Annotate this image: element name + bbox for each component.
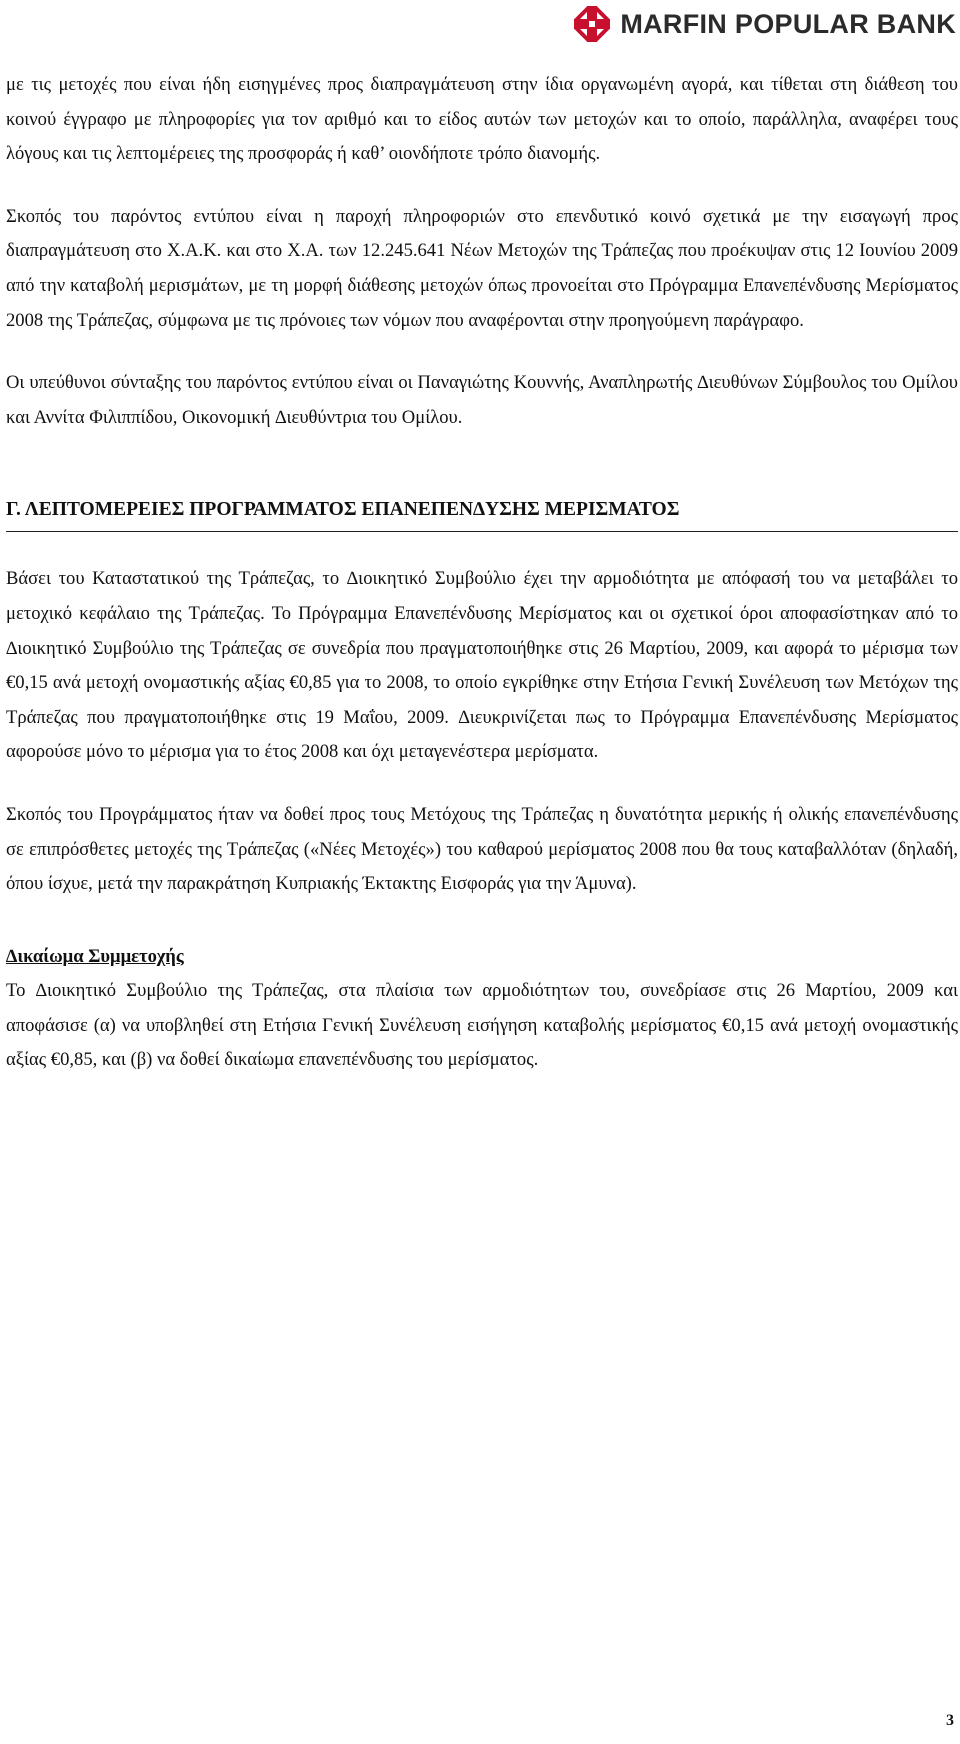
- subheading-participation-right: ∆ικαίωμα Συμμετοχής: [6, 945, 184, 967]
- paragraph-program-purpose: Σκοπός του Προγράμματος ήταν να δοθεί προς τους Μετόχους της Τράπεζας η δυνατότητα μερικής ή ολικής επανεπένδυσης σε επιπρόσθετες μετοχές της Τράπεζας («Νέες Μετοχές») του καθαρού μερίσματος 2008 που θα τους καταβαλλόταν (δηλαδή, όπου ίσχυε, μετά την παρακράτηση Κυπριακής Έκτακτης Εισφοράς για την Άμυνα).: [6, 803, 958, 895]
- paragraph-participation: Το ∆ιοικητικό Συμβούλιο της Τράπεζας, στα πλαίσια των αρμοδιότητων του, συνεδρίασε στις 26 Μαρτίου, 2009 και αποφάσισε (α) να υποβληθεί στη Ετήσια Γενική Συνέλευση εισήγηση καταβολής μερίσματος €0,15 ανά μετοχή ονομαστικής αξίας €0,85, και (β) να δοθεί δικαίωμα επανεπένδυσης του μερίσματος.: [6, 980, 958, 1071]
- heading-divider: [6, 531, 958, 532]
- paragraph-purpose: Σκοπός του παρόντος εντύπου είναι η παροχή πληροφοριών στο επενδυτικό κοινό σχετικά με την εισαγωγή προς διαπραγμάτευση στο Χ.Α.Κ. και στο Χ.Α. των 12.245.641 Νέων Μετοχών της Τράπεζας που προέκυψαν στις 12 Ιουνίου 2009 από την καταβολή μερισμάτων, με τη μορφή διάθεσης μετοχών όπως προνοείται στο Πρόγραμμα Επανεπένδυσης Μερίσματος 2008 της Τράπεζας, σύμφωνα με τις πρόνοιες των νόμων που αναφέρονται στην προηγούμενη παράγραφο.: [6, 205, 958, 331]
- paragraph-articles: Βάσει του Καταστατικού της Τράπεζας, το ∆ιοικητικό Συμβούλιο έχει την αρμοδιότητα με απόφασή του να μεταβάλει το μετοχικό κεφάλαιο της Τράπεζας. Το Πρόγραμμα Επανεπένδυσης Μερίσματος και οι σχετικοί όροι αποφασίστηκαν από το ∆ιοικητικό Συμβούλιο της Τράπεζας σε συνεδρία που πραγματοποιήθηκε στις 26 Μαρτίου, 2009, και αφορά το μέρισμα των €0,15 ανά μετοχή ονομαστικής αξίας €0,85 για το 2008, το οποίο εγκρίθηκε στην Ετήσια Γενική Συνέλευση των Μετόχων της Τράπεζας που πραγματοποιήθηκε στις 19 Μαΐου, 2009. ∆ιευκρινίζεται πως το Πρόγραμμα Επανεπένδυσης Μερίσματος αφορούσε μόνο το μέρισμα για το έτος 2008 και όχι μεταγενέστερα μερίσματα.: [6, 568, 958, 763]
- section-heading: Γ. ΛΕΠΤΟΜΕΡΕΙΕΣ ΠΡΟΓΡΑΜΜΑΤΟΣ ΕΠΑΝΕΠΕΝ∆ΥΣΗΣ ΜΕΡΙΣΜΑΤΟΣ: [6, 499, 680, 521]
- paragraph-intro: με τις μετοχές που είναι ήδη εισηγμένες προς διαπραγμάτευση στην ίδια οργανωμένη αγορά, και τίθεται στη διάθεση του κοινού έγγραφο με πληροφορίες για τον αριθμό και το είδος αυτών των μετοχών και το οποίο, παράλληλα, αναφέρει τους λόγους και τις λεπτομέρειες της προσφοράς ή καθ’ οιονδήποτε τρόπο διανομής.: [6, 74, 958, 165]
- bank-name: MARFIN POPULAR BANK: [620, 8, 956, 39]
- page-header: [574, 6, 956, 42]
- page-number: 3: [946, 1712, 954, 1729]
- paragraph-responsible: Οι υπεύθυνοι σύνταξης του παρόντος εντύπου είναι οι Παναγιώτης Κουννής, Αναπληρωτής ∆ιευθύνων Σύμβουλος του Ομίλου και Αννίτα Φιλιππίδου, Οικονομική ∆ιευθύντρια του Ομίλου.: [6, 372, 958, 428]
- document-body: [6, 68, 958, 1078]
- red-cross-logo-icon: [574, 6, 610, 42]
